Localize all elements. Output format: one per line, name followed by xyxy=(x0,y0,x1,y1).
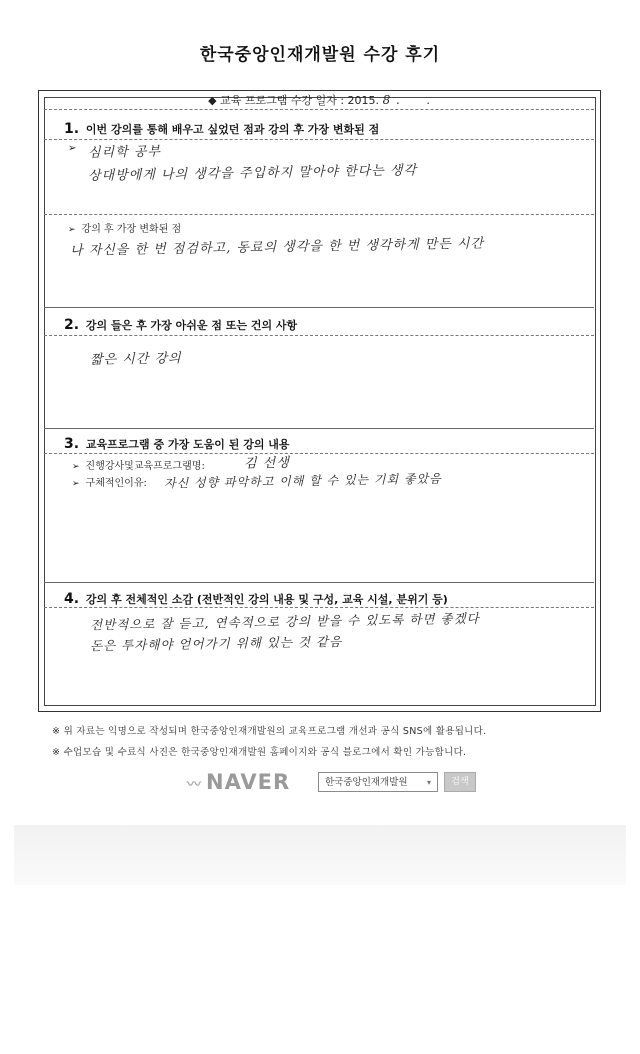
divider xyxy=(44,139,594,140)
field-label: 진행강사및교육프로그램명: xyxy=(85,461,205,472)
naver-search-bar xyxy=(0,770,640,796)
naver-logo: 〰 NAVER xyxy=(187,770,291,794)
field-teacher xyxy=(72,457,205,472)
handwritten-answer: 김 선생 xyxy=(243,455,290,472)
divider xyxy=(44,607,594,608)
subheading: ➢ 강의 후 가장 변화된 점 xyxy=(68,224,182,235)
section-title: 교육프로그램 중 가장 도움이 된 강의 내용 xyxy=(85,438,290,451)
section-number: 3. xyxy=(64,436,80,452)
arrow-bullet-icon: ➢ xyxy=(72,479,80,489)
date-line xyxy=(44,92,594,108)
field-reason xyxy=(72,474,147,489)
date-tail: . xyxy=(426,94,430,107)
section-2-heading xyxy=(64,317,297,333)
section-title: 강의 들은 후 가장 아쉬운 점 또는 건의 사항 xyxy=(85,319,298,332)
chevron-down-icon: ▾ xyxy=(426,778,431,787)
arrow-bullet-icon: ➢ xyxy=(68,143,77,154)
section-4-heading xyxy=(64,591,448,607)
divider xyxy=(44,335,594,336)
date-label: ◆ 교육 프로그램 수강 일자 : 2015. xyxy=(208,94,380,107)
section-number: 1. xyxy=(64,121,80,137)
handwritten-answer: 돈은 투자해야 얻어가기 위해 있는 것 같음 xyxy=(89,633,343,654)
divider xyxy=(44,453,594,454)
handwritten-answer: 전반적으로 잘 듣고, 연속적으로 강의 받을 수 있도록 하면 좋겠다 xyxy=(89,610,480,633)
divider xyxy=(44,582,594,583)
footer-note: ※ 수업모습 및 수료식 사진은 한국중앙인재개발원 홈페이지와 공식 블로그에서 확인 가능합니다. xyxy=(52,747,467,758)
handwritten-answer: 상대방에게 나의 생각을 주입하지 말아야 한다는 생각 xyxy=(87,163,418,184)
swoosh-icon: 〰 xyxy=(187,777,202,793)
section-1-heading xyxy=(64,121,379,137)
page-title: 한국중앙인재개발원 수강 후기 xyxy=(199,45,441,65)
section-number: 2. xyxy=(64,317,80,333)
scan-shadow xyxy=(14,825,626,885)
divider xyxy=(44,109,594,110)
footer-note: ※ 위 자료는 익명으로 작성되며 한국중앙인재개발원의 교육프로그램 개선과 공식 SNS에 활용됩니다. xyxy=(52,726,487,737)
section-title: 강의 후 전체적인 소감 (전반적인 강의 내용 및 구성, 교육 시설, 분위기 등) xyxy=(85,593,448,606)
handwritten-answer: 자신 성향 파악하고 이해 할 수 있는 기회 좋았음 xyxy=(163,471,442,491)
field-label: 구체적인이유: xyxy=(85,478,147,489)
search-input[interactable]: 한국중앙인재개발원 ▾ xyxy=(318,772,438,792)
divider xyxy=(44,307,594,308)
handwritten-answer: 짧은 시간 강의 xyxy=(89,351,182,368)
handwritten-answer: 심리학 공부 xyxy=(87,144,162,161)
handwritten-answer: 나 자신을 한 번 점검하고, 동료의 생각을 한 번 생각하게 만든 시간 xyxy=(69,236,485,259)
arrow-bullet-icon: ➢ xyxy=(68,225,76,235)
section-title: 이번 강의를 통해 배우고 싶었던 점과 강의 후 가장 변화된 점 xyxy=(85,123,380,136)
divider xyxy=(44,428,594,429)
search-button[interactable]: 검색 xyxy=(444,772,476,792)
divider xyxy=(44,214,594,215)
section-3-heading xyxy=(64,436,290,452)
date-handwritten: 8 . xyxy=(382,93,401,107)
section-number: 4. xyxy=(64,591,80,607)
arrow-bullet-icon: ➢ xyxy=(72,462,80,472)
